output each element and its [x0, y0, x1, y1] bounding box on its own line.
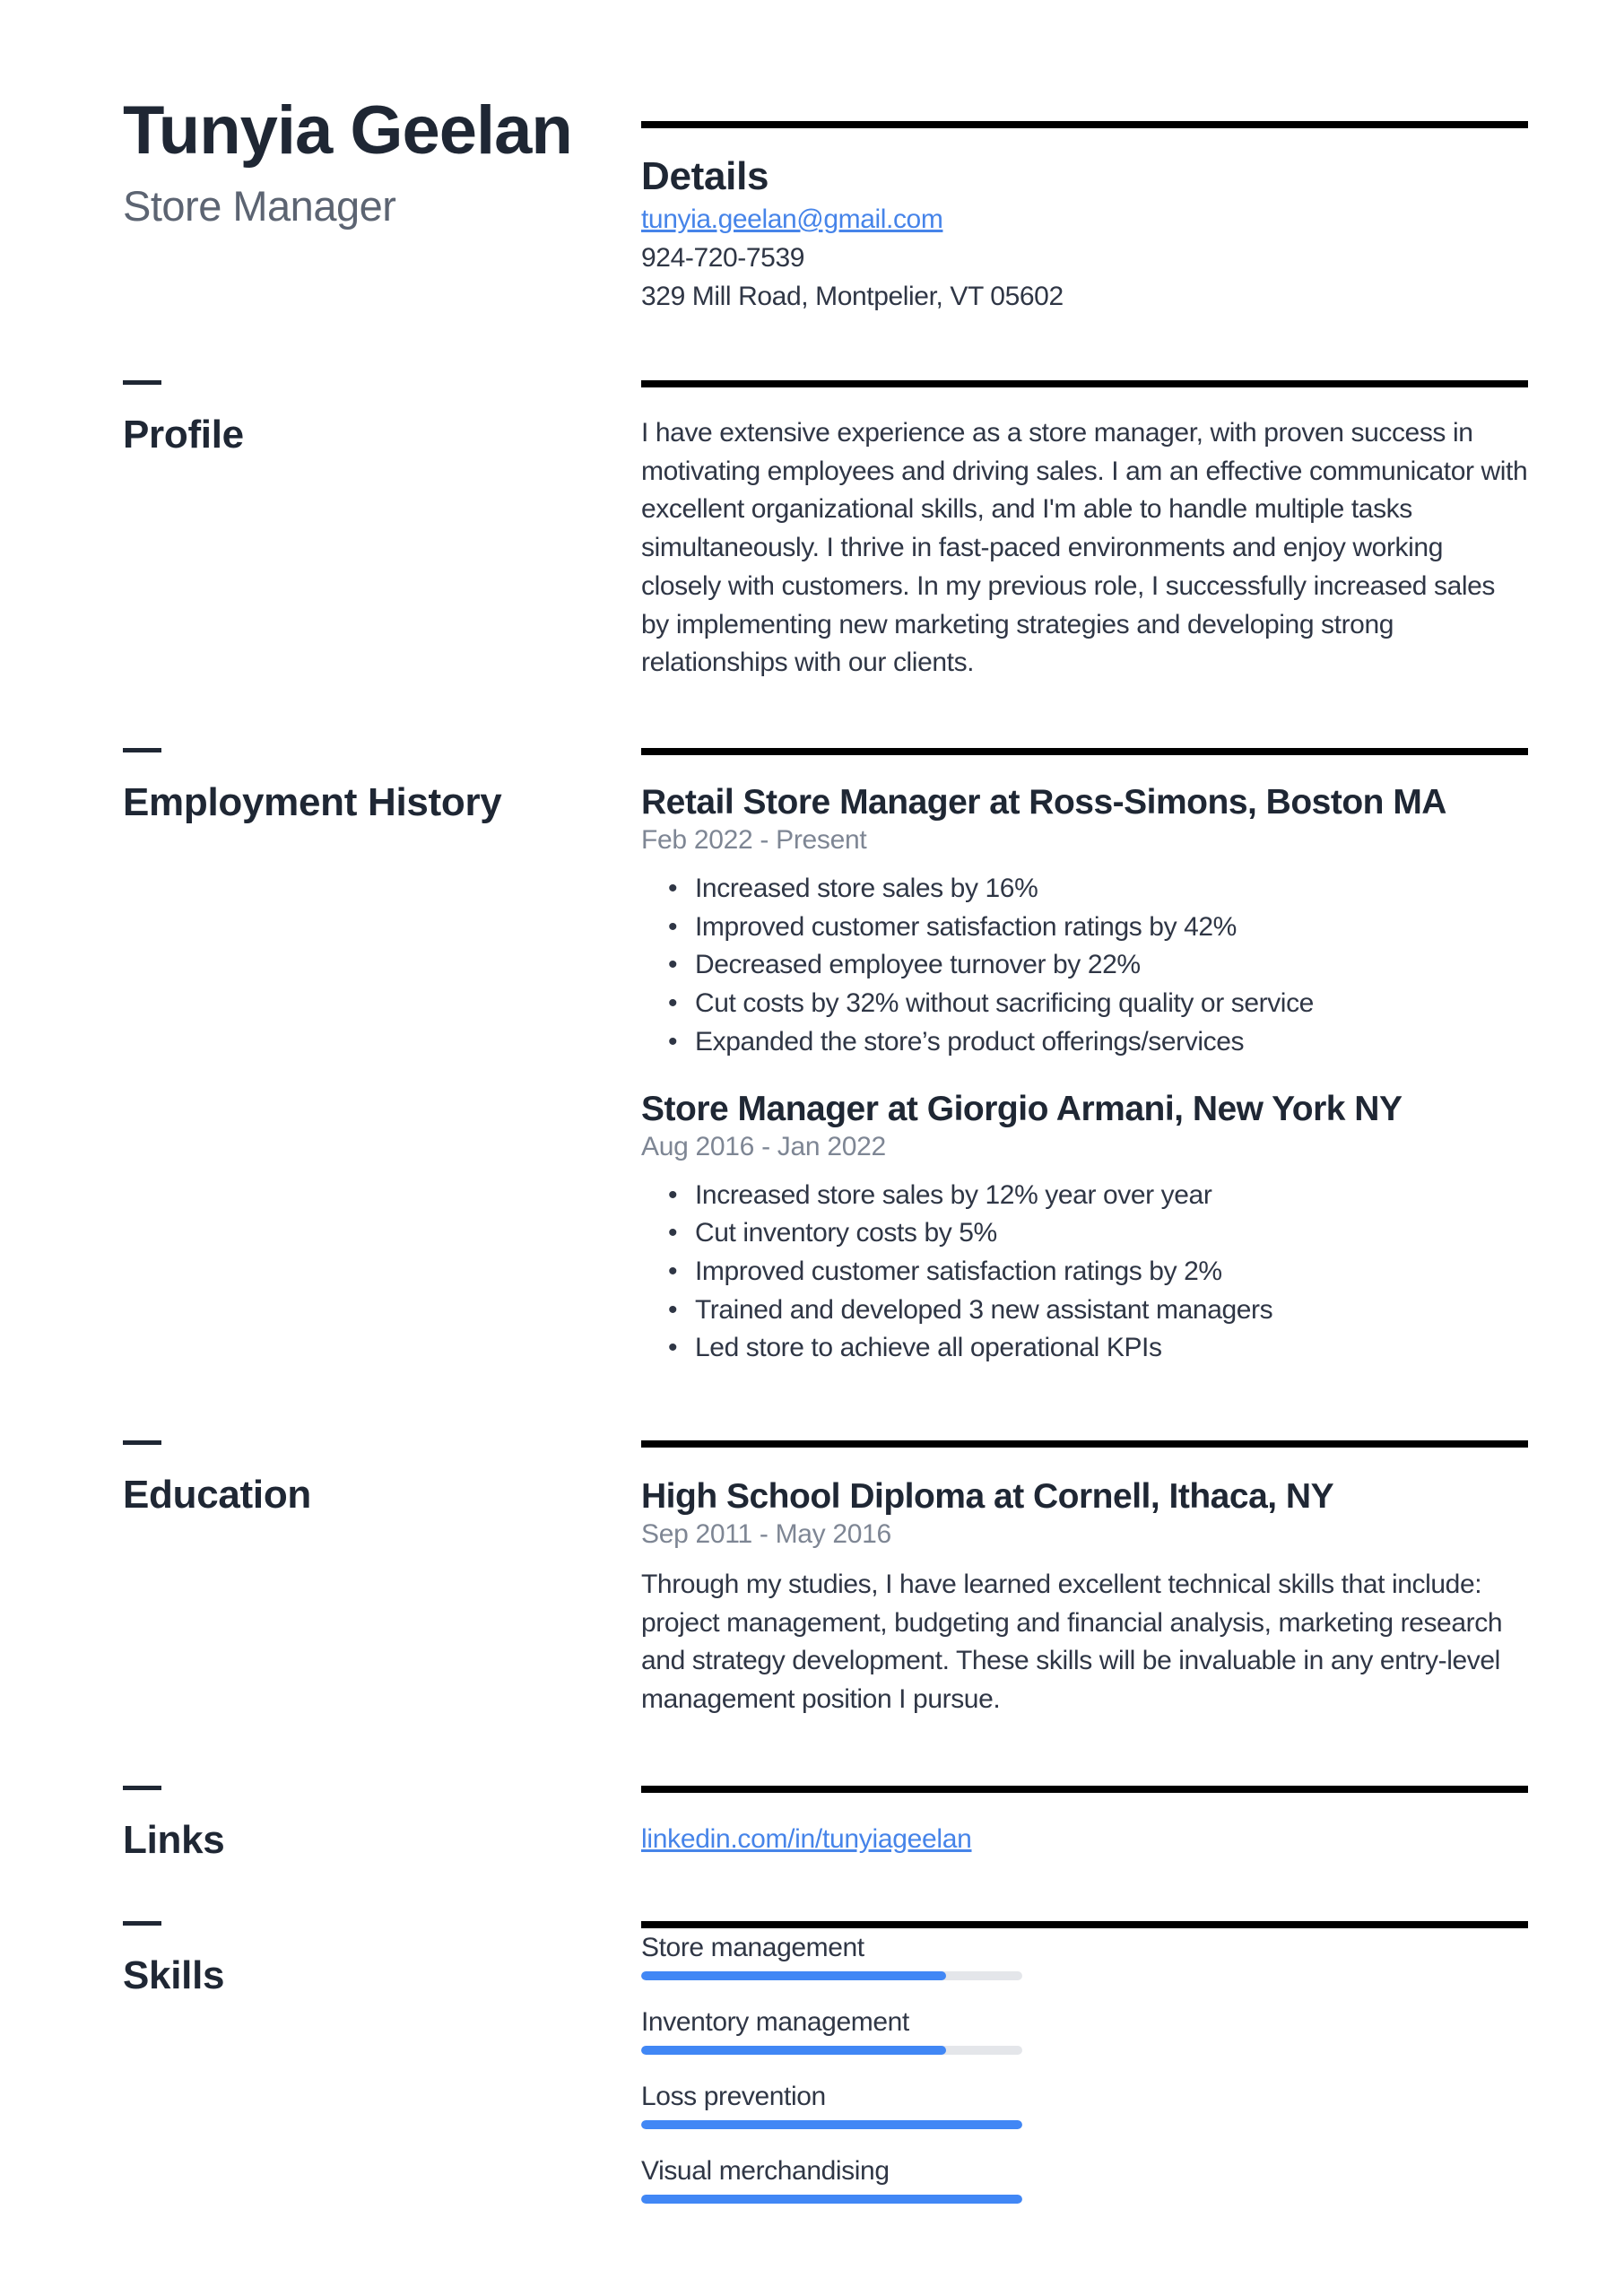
- skills-left: [123, 1921, 641, 2204]
- contact-lines: [641, 200, 1528, 316]
- skill-name: Visual merchandising: [641, 2156, 890, 2186]
- header-left: [123, 0, 641, 316]
- job-bullet: • Increased store sales by 16%: [641, 870, 1528, 909]
- skill-progress-bar: [641, 1971, 1022, 1980]
- header-section: [123, 0, 1528, 316]
- links-right: [641, 1786, 1528, 1862]
- address-line: 329 Mill Road, Montpelier, VT 05602: [641, 282, 1064, 311]
- job-bullet: • Improved customer satisfaction ratings by 42%: [641, 909, 1528, 947]
- section-divider: [641, 121, 1528, 128]
- job-bullet-list: [641, 1177, 1528, 1369]
- section-divider: [641, 1921, 1528, 1928]
- skill-row: [641, 1928, 1528, 1980]
- profile-text: I have extensive experience as a store manager, with proven success in motivating employees and driving sales. I am an effective communicator with excellent organizational skills, and I'm able to handle multiple tasks simultaneously. I thrive in fast-paced environments and enjoy working closely with customers. In my previous role, I successfully increased sales by implementing new marketing strategies and developing strong relationships with our clients.: [641, 418, 1528, 678]
- email-line: [641, 200, 1528, 239]
- job-bullet: • Trained and developed 3 new assistant managers: [641, 1292, 1528, 1330]
- section-divider: [641, 748, 1528, 755]
- job-bullet: • Cut costs by 32% without sacrificing quality or service: [641, 985, 1528, 1023]
- job-bullet: • Cut inventory costs by 5%: [641, 1214, 1528, 1253]
- skill-progress-bar: [641, 2120, 1022, 2129]
- employment-section: [123, 748, 1528, 1368]
- linkedin-link[interactable]: linkedin.com/in/tunyiageelan: [641, 1824, 972, 1854]
- job-entry: [641, 785, 1528, 1062]
- skills-section: [123, 1921, 1528, 2204]
- profile-left: [123, 380, 641, 683]
- skill-progress-bar: [641, 2046, 1022, 2055]
- email-link[interactable]: tunyia.geelan@gmail.com: [641, 204, 943, 234]
- person-job-title: Store Manager: [123, 182, 396, 230]
- employment-right: [641, 748, 1528, 1368]
- section-dash: [123, 748, 161, 752]
- education-degree: High School Diploma at Cornell, Ithaca, NY: [641, 1477, 1334, 1516]
- skills-heading: Skills: [123, 1953, 225, 1997]
- details-block: [641, 0, 1528, 316]
- employment-left: [123, 748, 641, 1368]
- job-bullet-list: [641, 870, 1528, 1062]
- section-divider: [641, 1440, 1528, 1448]
- link-line: [641, 1820, 1528, 1858]
- skill-name: Store management: [641, 1933, 864, 1962]
- job-entry: [641, 1091, 1528, 1369]
- education-dates: Sep 2011 - May 2016: [641, 1519, 891, 1549]
- skill-name: Loss prevention: [641, 2082, 826, 2111]
- skill-name: Inventory management: [641, 2007, 909, 2037]
- job-bullet: • Led store to achieve all operational KPIs: [641, 1329, 1528, 1368]
- education-heading: Education: [123, 1473, 311, 1517]
- skill-row: [641, 2077, 1528, 2129]
- job-title: Store Manager at Giorgio Armani, New York NY: [641, 1089, 1403, 1128]
- links-left: [123, 1786, 641, 1862]
- job-title: Retail Store Manager at Ross-Simons, Boston MA: [641, 783, 1446, 822]
- profile-right: [641, 380, 1528, 683]
- section-dash: [123, 1921, 161, 1926]
- links-section: [123, 1786, 1528, 1862]
- education-entry: [641, 1479, 1528, 1719]
- profile-heading: Profile: [123, 413, 244, 457]
- skill-progress-fill: [641, 1971, 946, 1980]
- job-dates: Aug 2016 - Jan 2022: [641, 1131, 886, 1161]
- section-divider: [641, 380, 1528, 387]
- section-divider: [641, 1786, 1528, 1793]
- skills-right: [641, 1921, 1528, 2204]
- details-heading: Details: [641, 154, 769, 198]
- section-dash: [123, 1440, 161, 1445]
- job-dates: Feb 2022 - Present: [641, 825, 867, 855]
- skill-row: [641, 2003, 1528, 2055]
- education-left: [123, 1440, 641, 1719]
- skill-progress-fill: [641, 2195, 1022, 2204]
- skill-progress-fill: [641, 2120, 1022, 2129]
- education-right: [641, 1440, 1528, 1719]
- employment-heading: Employment History: [123, 780, 502, 824]
- section-dash: [123, 1786, 161, 1790]
- links-heading: Links: [123, 1818, 225, 1862]
- phone-line: 924-720-7539: [641, 243, 805, 273]
- education-text: Through my studies, I have learned excellent technical skills that include: project management, budgeting and financial analysis, marketing research and strategy development. These skills will be invaluable in any entry-level management position I pursue.: [641, 1570, 1503, 1715]
- education-section: [123, 1440, 1528, 1719]
- job-bullet: • Decreased employee turnover by 22%: [641, 946, 1528, 985]
- skill-progress-fill: [641, 2046, 946, 2055]
- job-bullet: • Increased store sales by 12% year over year: [641, 1177, 1528, 1215]
- job-bullet: • Improved customer satisfaction ratings by 2%: [641, 1253, 1528, 1292]
- person-name: Tunyia Geelan: [123, 92, 572, 169]
- skill-row: [641, 2152, 1528, 2204]
- section-dash: [123, 380, 161, 385]
- profile-section: [123, 380, 1528, 683]
- job-bullet: • Expanded the store’s product offerings/services: [641, 1023, 1528, 1062]
- skill-progress-bar: [641, 2195, 1022, 2204]
